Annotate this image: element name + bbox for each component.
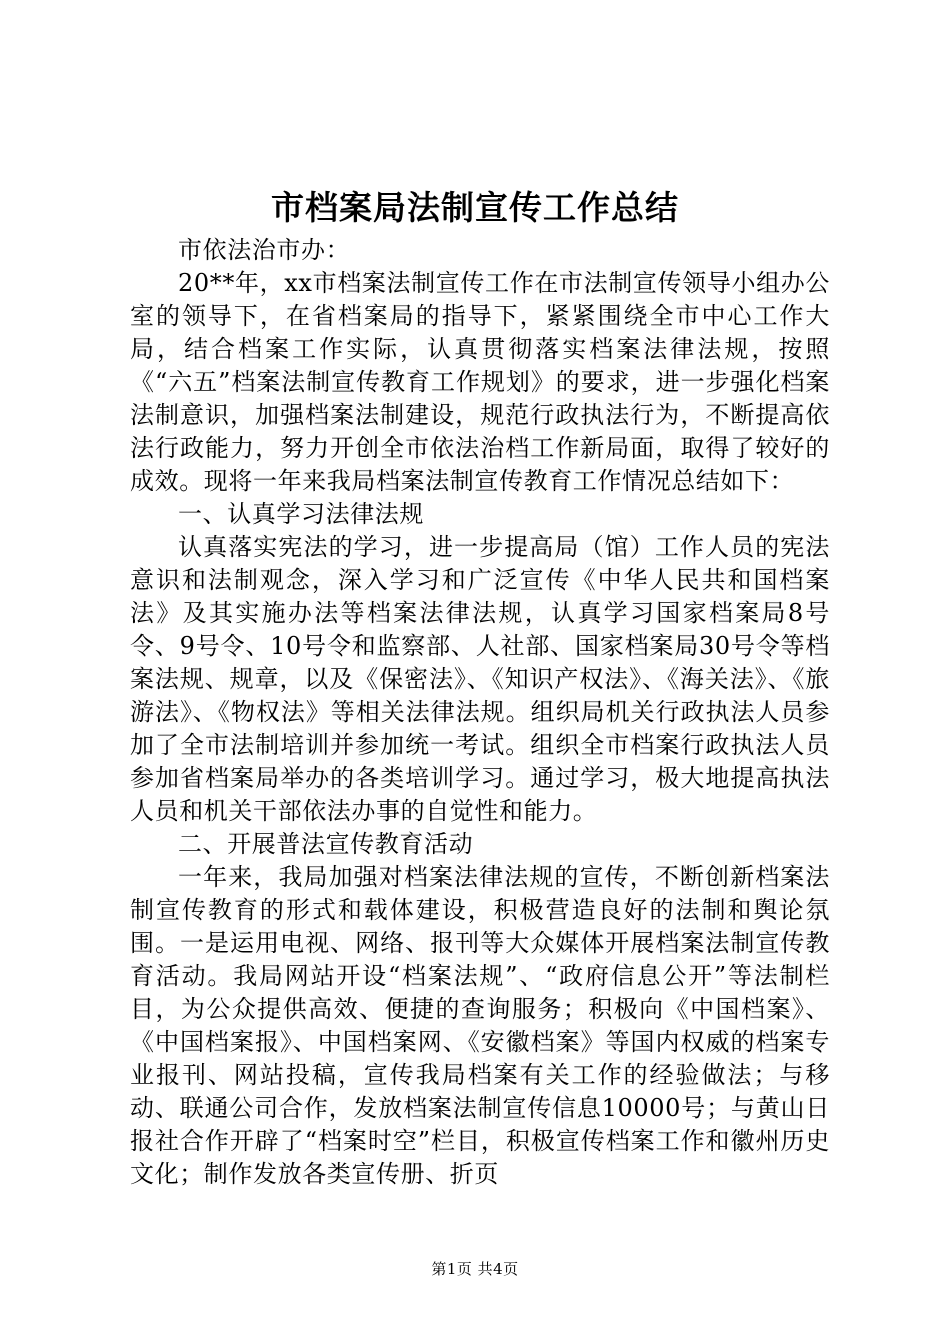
section-paragraph-2: 一年来，我局加强对档案法律法规的宣传，不断创新档案法制宣传教育的形式和载体建设，积极营造良好的法制和舆论氛围。一是运用电视、网络、报刊等大众媒体开展档案法制宣传教育活动。我局网站开设“档案法规”、“政府信息公开”等法制栏目，为公众提供高效、便捷的查询服务；积极向《中国档案》、《中国档案报》、中国档案网、《安徽档案》等国内权威的档案专业报刊、网站投稿，宣传我局档案有关工作的经验做法；与移动、联通公司合作，发放档案法制宣传信息10000号；与黄山日报社合作开辟了“档案时空”栏目，积极宣传档案工作和徽州历史文化；制作发放各类宣传册、折页 xyxy=(130,863,830,1188)
page-footer: 第1页 共4页 xyxy=(431,1260,519,1278)
salutation: 市依法治市办： xyxy=(178,236,351,264)
section-heading-2: 二、开展普法宣传教育活动 xyxy=(178,830,474,858)
section-heading-1: 一、认真学习法律法规 xyxy=(178,500,424,528)
document-title: 市档案局法制宣传工作总结 xyxy=(271,188,679,227)
section-paragraph-1: 认真落实宪法的学习，进一步提高局（馆）工作人员的宪法意识和法制观念，深入学习和广泛宣传《中华人民共和国档案法》及其实施办法等档案法律法规，认真学习国家档案局8号令、9号令、10号令和监察部、人社部、国家档案局30号令等档案法规、规章，以及《保密法》、《知识产权法》、《海关法》、《旅游法》、《物权法》等相关法律法规。组织局机关行政执法人员参加了全市法制培训并参加统一考试。组织全市档案行政执法人员参加省档案局举办的各类培训学习。通过学习，极大地提高执法人员和机关干部依法办事的自觉性和能力。 xyxy=(130,533,830,825)
intro-paragraph: 20**年，xx市档案法制宣传工作在市法制宣传领导小组办公室的领导下，在省档案局的指导下，紧紧围绕全市中心工作大局，结合档案工作实际，认真贯彻落实档案法律法规，按照《“六五”档案法制宣传教育工作规划》的要求，进一步强化档案法制意识，加强档案法制建设，规范行政执法行为，不断提高依法行政能力，努力开创全市依法治档工作新局面，取得了较好的成效。现将一年来我局档案法制宣传教育工作情况总结如下： xyxy=(130,269,830,495)
document-body xyxy=(130,234,830,1191)
